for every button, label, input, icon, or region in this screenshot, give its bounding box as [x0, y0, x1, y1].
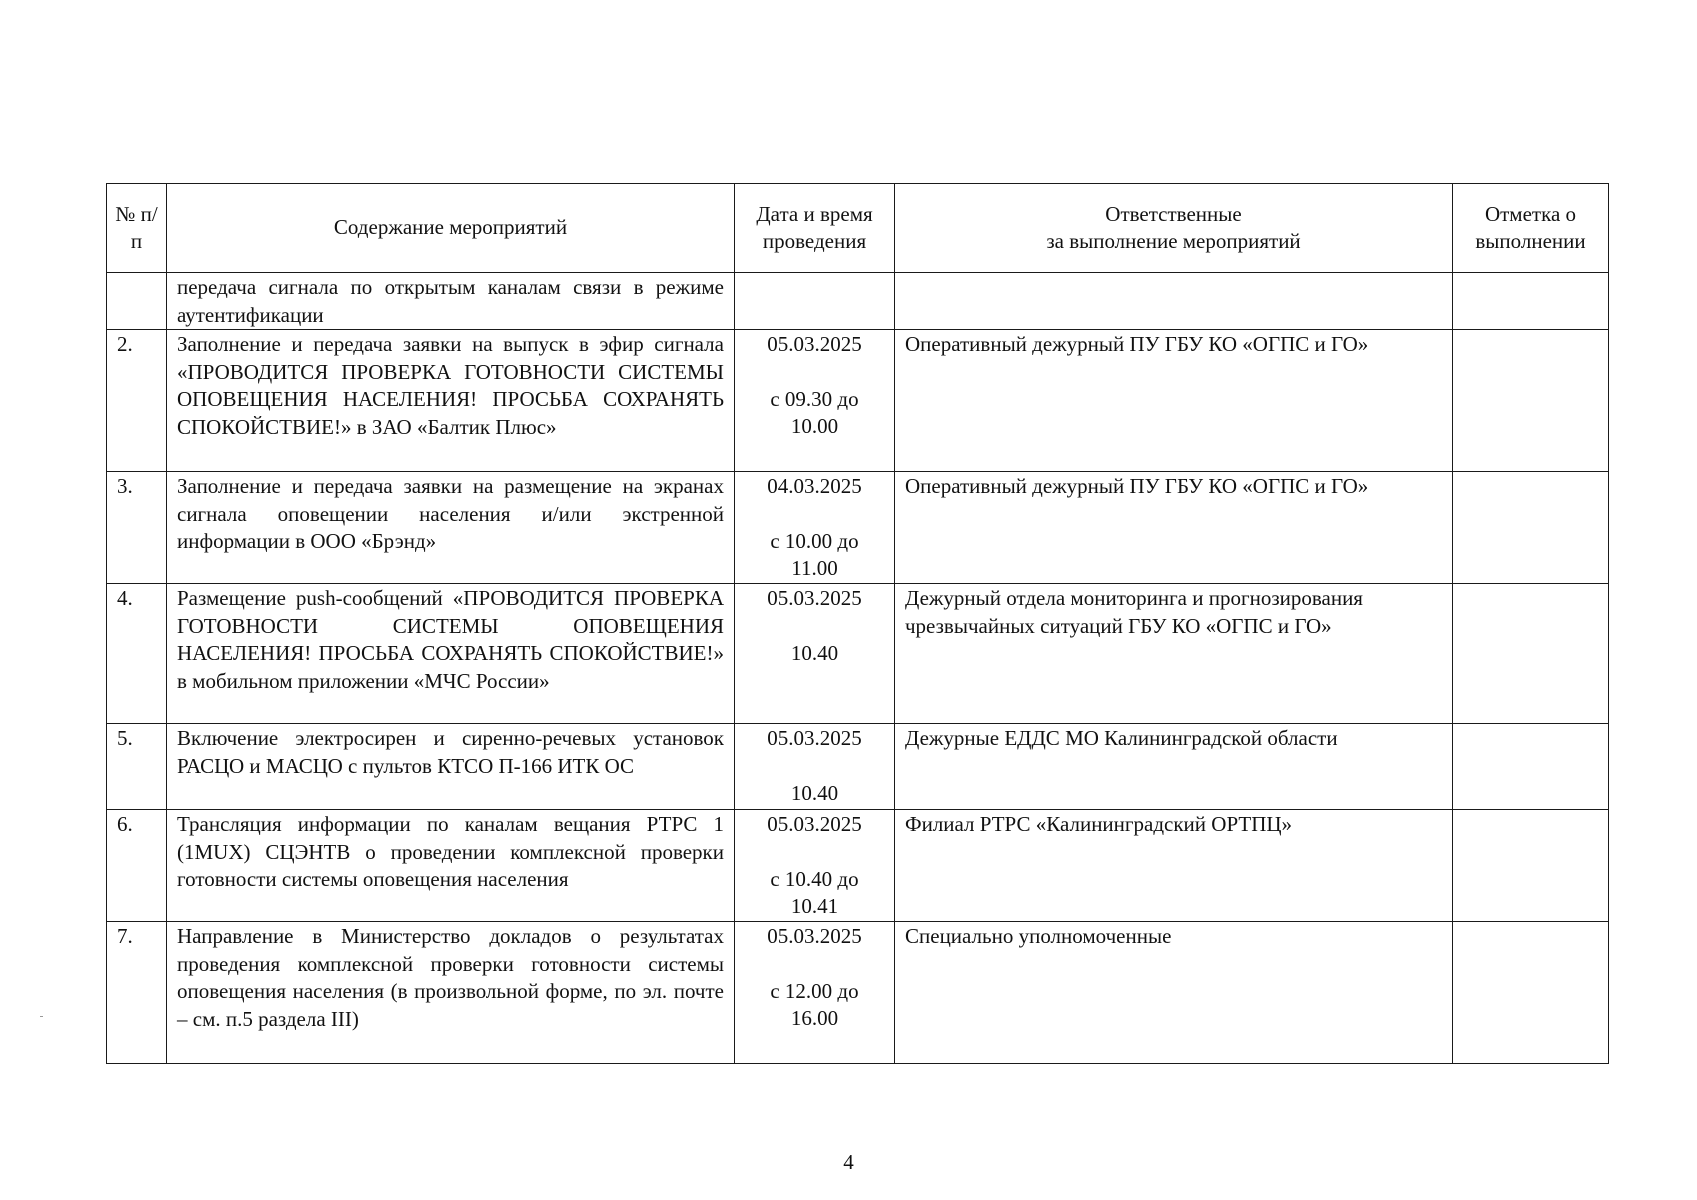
- row-responsible: Филиал РТРС «Калининградский ОРТПЦ»: [895, 810, 1453, 922]
- row-date: 05.03.2025: [767, 924, 862, 948]
- header-responsible-line2: за выполнение мероприятий: [1046, 229, 1301, 253]
- row-time: с 09.30 до 10.00: [770, 386, 859, 438]
- row-time: 10.40: [790, 640, 839, 665]
- header-responsible: [895, 184, 1453, 273]
- row-content: передача сигнала по открытым каналам связи в режиме аутентификации: [167, 273, 735, 330]
- table-row: [107, 724, 1609, 810]
- row-num: [107, 273, 167, 330]
- scan-speck: [40, 1016, 43, 1017]
- row-responsible: Оперативный дежурный ПУ ГБУ КО «ОГПС и ГО»: [895, 472, 1453, 584]
- page-number: 4: [843, 1150, 854, 1174]
- row-responsible: Оперативный дежурный ПУ ГБУ КО «ОГПС и ГО»: [895, 330, 1453, 472]
- row-mark: [1453, 724, 1609, 810]
- row-time: с 10.40 до 10.41: [770, 866, 859, 918]
- header-responsible-line1: Ответственные: [1105, 201, 1242, 226]
- row-date-cell: [735, 810, 895, 922]
- row-date: 05.03.2025: [767, 332, 862, 356]
- table-row: [107, 330, 1609, 472]
- table-row: [107, 810, 1609, 922]
- header-content: Содержание мероприятий: [167, 184, 735, 273]
- row-content: Включение электросирен и сиренно-речевых установок РАСЦО и МАСЦО с пультов КТСО П-166 ИТК ОС: [167, 724, 735, 810]
- row-responsible: Специально уполномоченные: [895, 922, 1453, 1064]
- header-date: Дата и время проведения: [735, 184, 895, 273]
- row-content: Трансляция информации по каналам вещания РТРС 1 (1MUX) СЦЭНТВ о проведении комплексной проверки готовности системы оповещения населения: [167, 810, 735, 922]
- row-date: 05.03.2025: [767, 812, 862, 836]
- row-content: Заполнение и передача заявки на размещение на экранах сигнала оповещении населения и/или экстренной информации в ООО «Брэнд»: [167, 472, 735, 584]
- row-num: 7.: [107, 922, 167, 1064]
- row-date-cell: [735, 724, 895, 810]
- row-date-cell: [735, 273, 895, 330]
- row-num: 6.: [107, 810, 167, 922]
- row-num: 5.: [107, 724, 167, 810]
- header-mark: Отметка о выполнении: [1453, 184, 1609, 273]
- row-time: с 10.00 до 11.00: [770, 528, 859, 580]
- row-content: Заполнение и передача заявки на выпуск в эфир сигнала «ПРОВОДИТСЯ ПРОВЕРКА ГОТОВНОСТИ СИСТЕМЫ ОПОВЕЩЕНИЯ НАСЕЛЕНИЯ! ПРОСЬБА СОХРАНЯТЬ СПОКОЙСТВИЕ!» в ЗАО «Балтик Плюс»: [167, 330, 735, 472]
- header-num: № п/п: [107, 184, 167, 273]
- table-row: [107, 472, 1609, 584]
- table-header-row: [107, 184, 1609, 273]
- row-mark: [1453, 472, 1609, 584]
- row-mark: [1453, 810, 1609, 922]
- row-date-cell: [735, 584, 895, 724]
- row-responsible: [895, 273, 1453, 330]
- row-content: Направление в Министерство докладов о результатах проведения комплексной проверки готовности системы оповещения населения (в произвольной форме, по эл. почте – см. п.5 раздела III): [167, 922, 735, 1064]
- row-num: 3.: [107, 472, 167, 584]
- row-date-cell: [735, 922, 895, 1064]
- row-responsible: Дежурный отдела мониторинга и прогнозирования чрезвычайных ситуаций ГБУ КО «ОГПС и ГО»: [895, 584, 1453, 724]
- row-date-cell: [735, 472, 895, 584]
- row-num: 2.: [107, 330, 167, 472]
- row-time: с 12.00 до 16.00: [770, 978, 859, 1030]
- table-row: [107, 584, 1609, 724]
- row-num: 4.: [107, 584, 167, 724]
- row-mark: [1453, 330, 1609, 472]
- row-date-cell: [735, 330, 895, 472]
- row-date: 05.03.2025: [767, 586, 862, 610]
- row-mark: [1453, 584, 1609, 724]
- row-time: 10.40: [790, 780, 839, 805]
- row-date: 05.03.2025: [767, 726, 862, 750]
- table-row: [107, 922, 1609, 1064]
- table-row: [107, 273, 1609, 330]
- row-mark: [1453, 273, 1609, 330]
- row-content: Размещение push-сообщений «ПРОВОДИТСЯ ПРОВЕРКА ГОТОВНОСТИ СИСТЕМЫ ОПОВЕЩЕНИЯ НАСЕЛЕНИЯ! ПРОСЬБА СОХРАНЯТЬ СПОКОЙСТВИЕ!» в мобильном приложении «МЧС России»: [167, 584, 735, 724]
- row-mark: [1453, 922, 1609, 1064]
- events-table: [106, 183, 1609, 1064]
- row-date: 04.03.2025: [767, 474, 862, 498]
- row-responsible: Дежурные ЕДДС МО Калининградской области: [895, 724, 1453, 810]
